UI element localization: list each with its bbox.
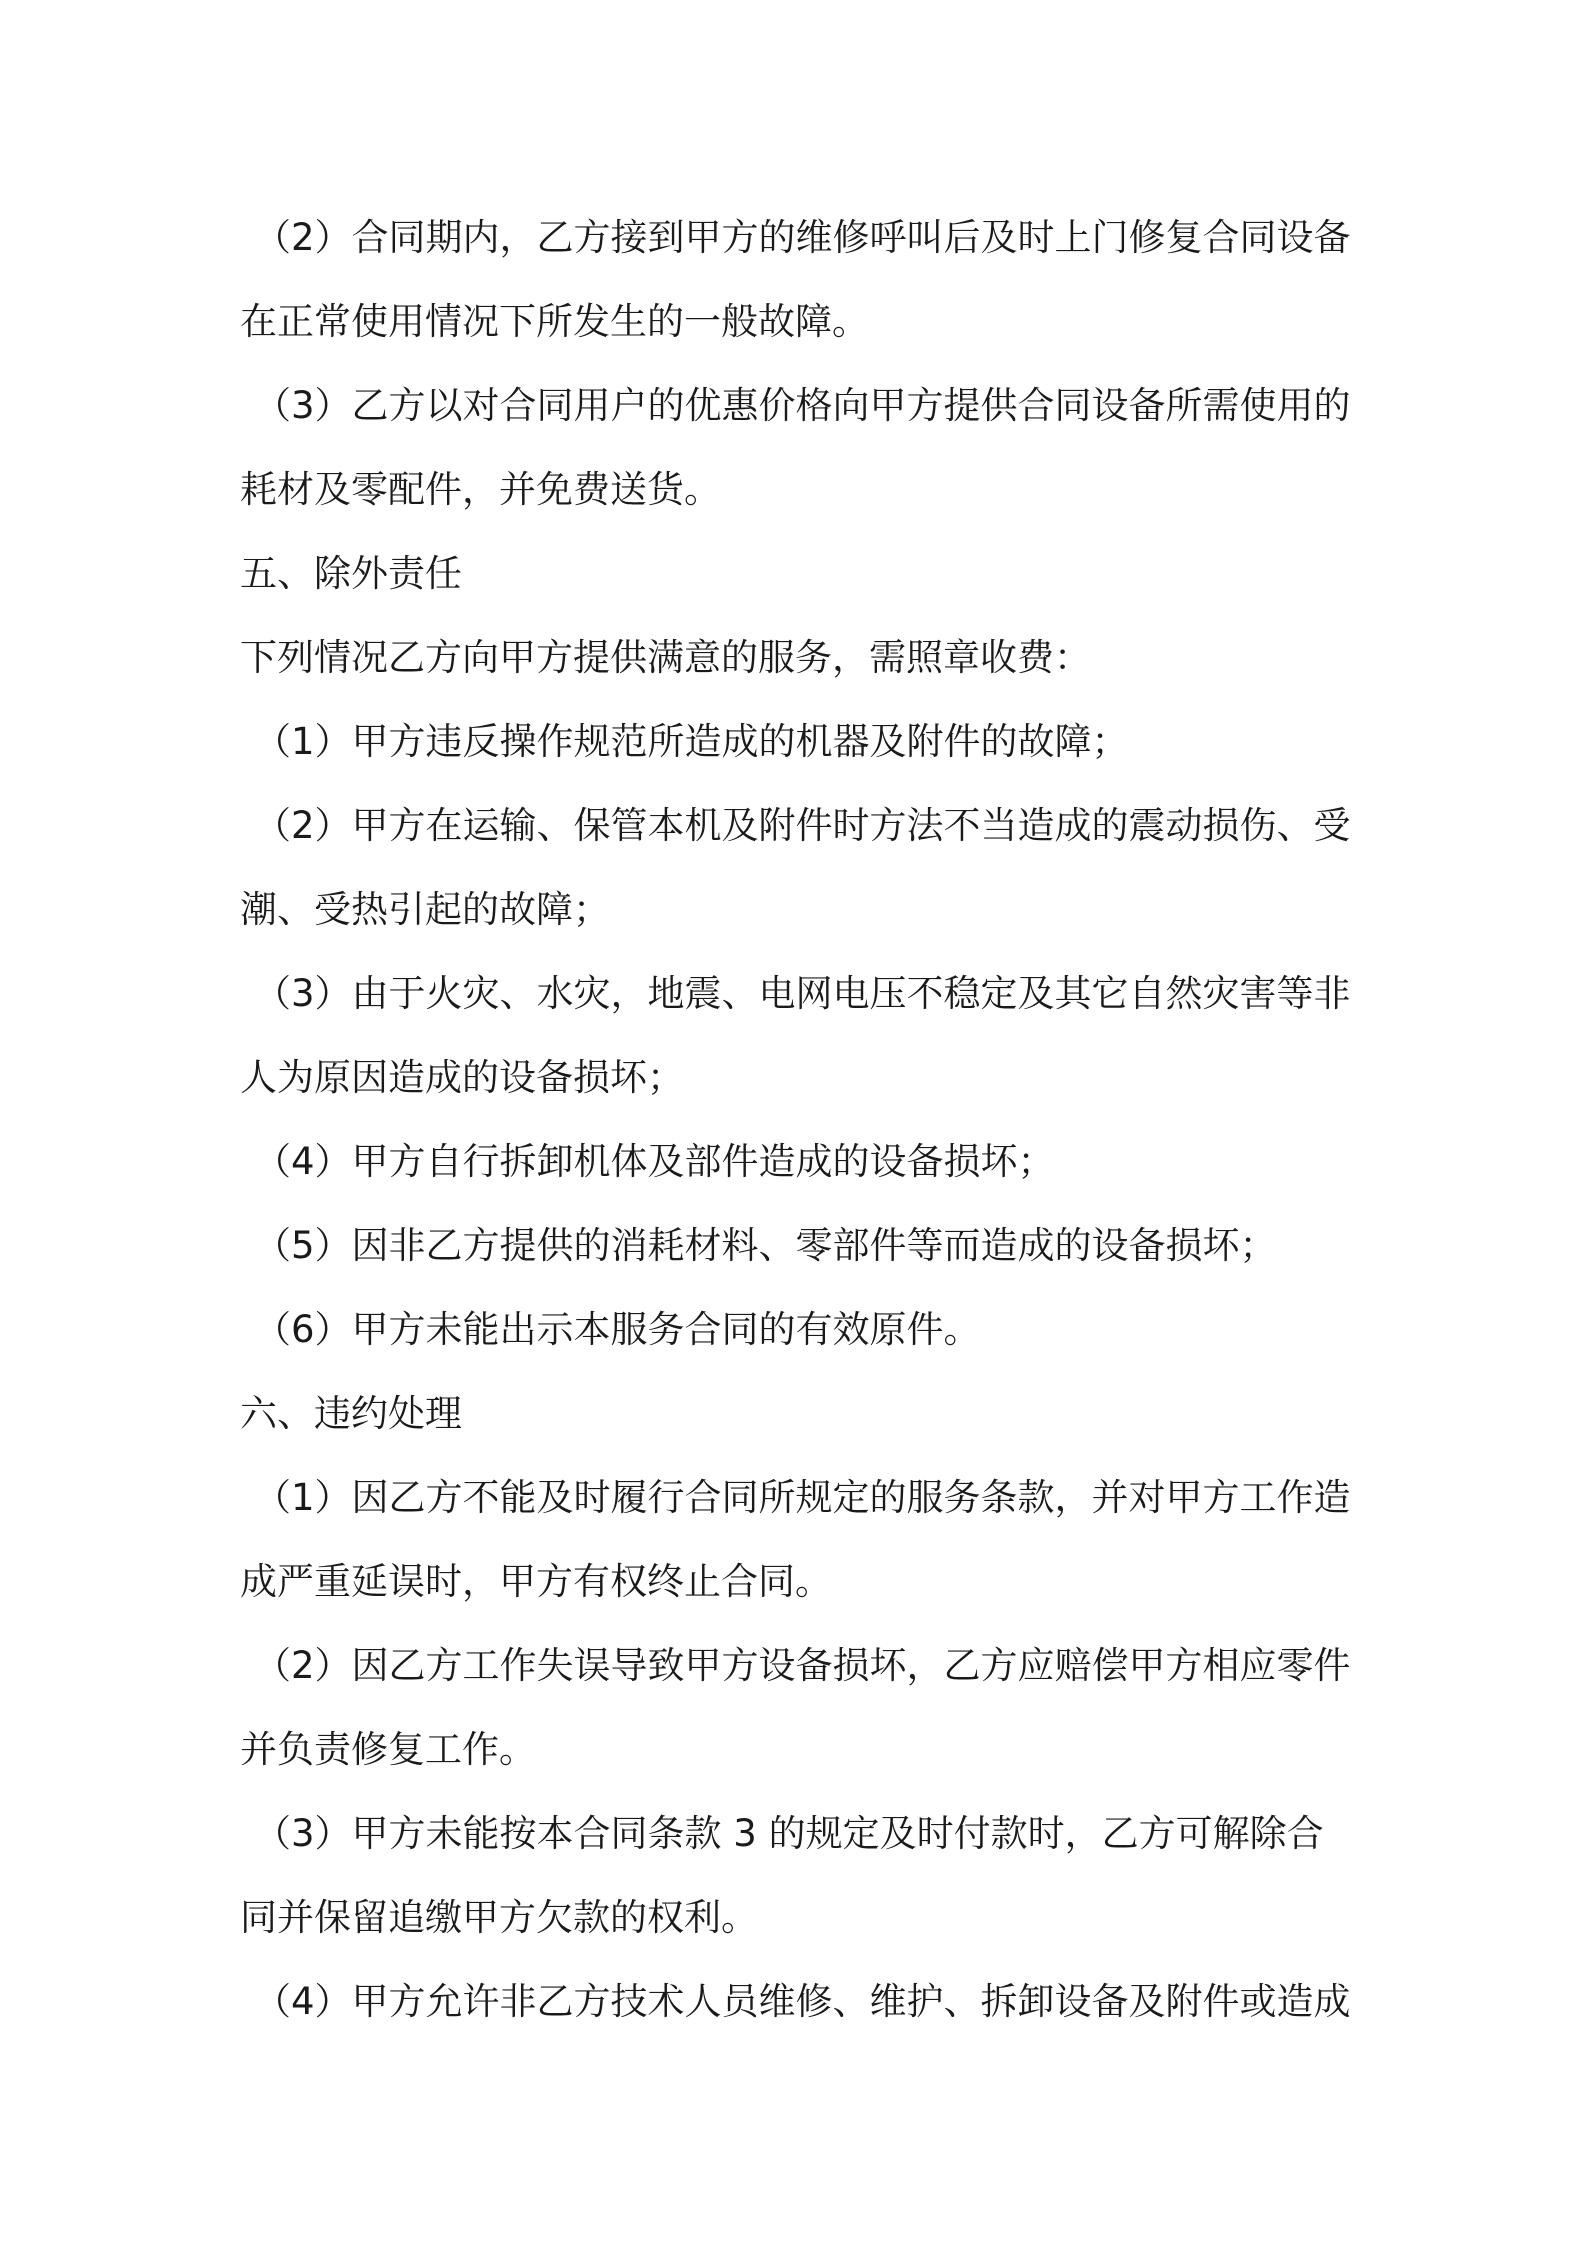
paragraph-clause-5-5: （5）因非乙方提供的消耗材料、零部件等而造成的设备损坏； — [254, 1224, 1277, 1267]
paragraph-clause-6-2: （2）因乙方工作失误导致甲方设备损坏，乙方应赔偿甲方相应零件并负责修复工作。 — [240, 1644, 1351, 1771]
paragraph-clause-5-2: （2）甲方在运输、保管本机及附件时方法不当造成的震动损伤、受潮、受热引起的故障； — [240, 804, 1351, 931]
paragraph-clause-6-1: （1）因乙方不能及时履行合同所规定的服务条款，并对甲方工作造成严重延误时，甲方有权终止合同。 — [240, 1476, 1351, 1603]
section-heading-6: 六、违约处理 — [240, 1392, 462, 1435]
paragraph-clause-5-6: （6）甲方未能出示本服务合同的有效原件。 — [254, 1308, 981, 1351]
paragraph-clause-4-2: （2）合同期内，乙方接到甲方的维修呼叫后及时上门修复合同设备在正常使用情况下所发生的一般故障。 — [240, 216, 1351, 343]
paragraph-clause-5-4: （4）甲方自行拆卸机体及部件造成的设备损坏； — [254, 1140, 1055, 1183]
paragraph-clause-5-1: （1）甲方违反操作规范所造成的机器及附件的故障； — [254, 720, 1129, 763]
paragraph-clause-5-3: （3）由于火灾、水灾，地震、电网电压不稳定及其它自然灾害等非人为原因造成的设备损坏； — [240, 972, 1351, 1099]
section-heading-5: 五、除外责任 — [240, 552, 462, 595]
paragraph-intro-5: 下列情况乙方向甲方提供满意的服务，需照章收费： — [240, 636, 1091, 679]
paragraph-clause-4-3: （3）乙方以对合同用户的优惠价格向甲方提供合同设备所需使用的耗材及零配件，并免费送货。 — [240, 384, 1351, 511]
paragraph-clause-6-3: （3）甲方未能按本合同条款 3 的规定及时付款时，乙方可解除合同并保留追缴甲方欠款的权利。 — [240, 1812, 1324, 1939]
document-body — [240, 196, 1360, 2044]
paragraph-clause-6-4: （4）甲方允许非乙方技术人员维修、维护、拆卸设备及附件或造成 — [254, 1980, 1351, 2023]
